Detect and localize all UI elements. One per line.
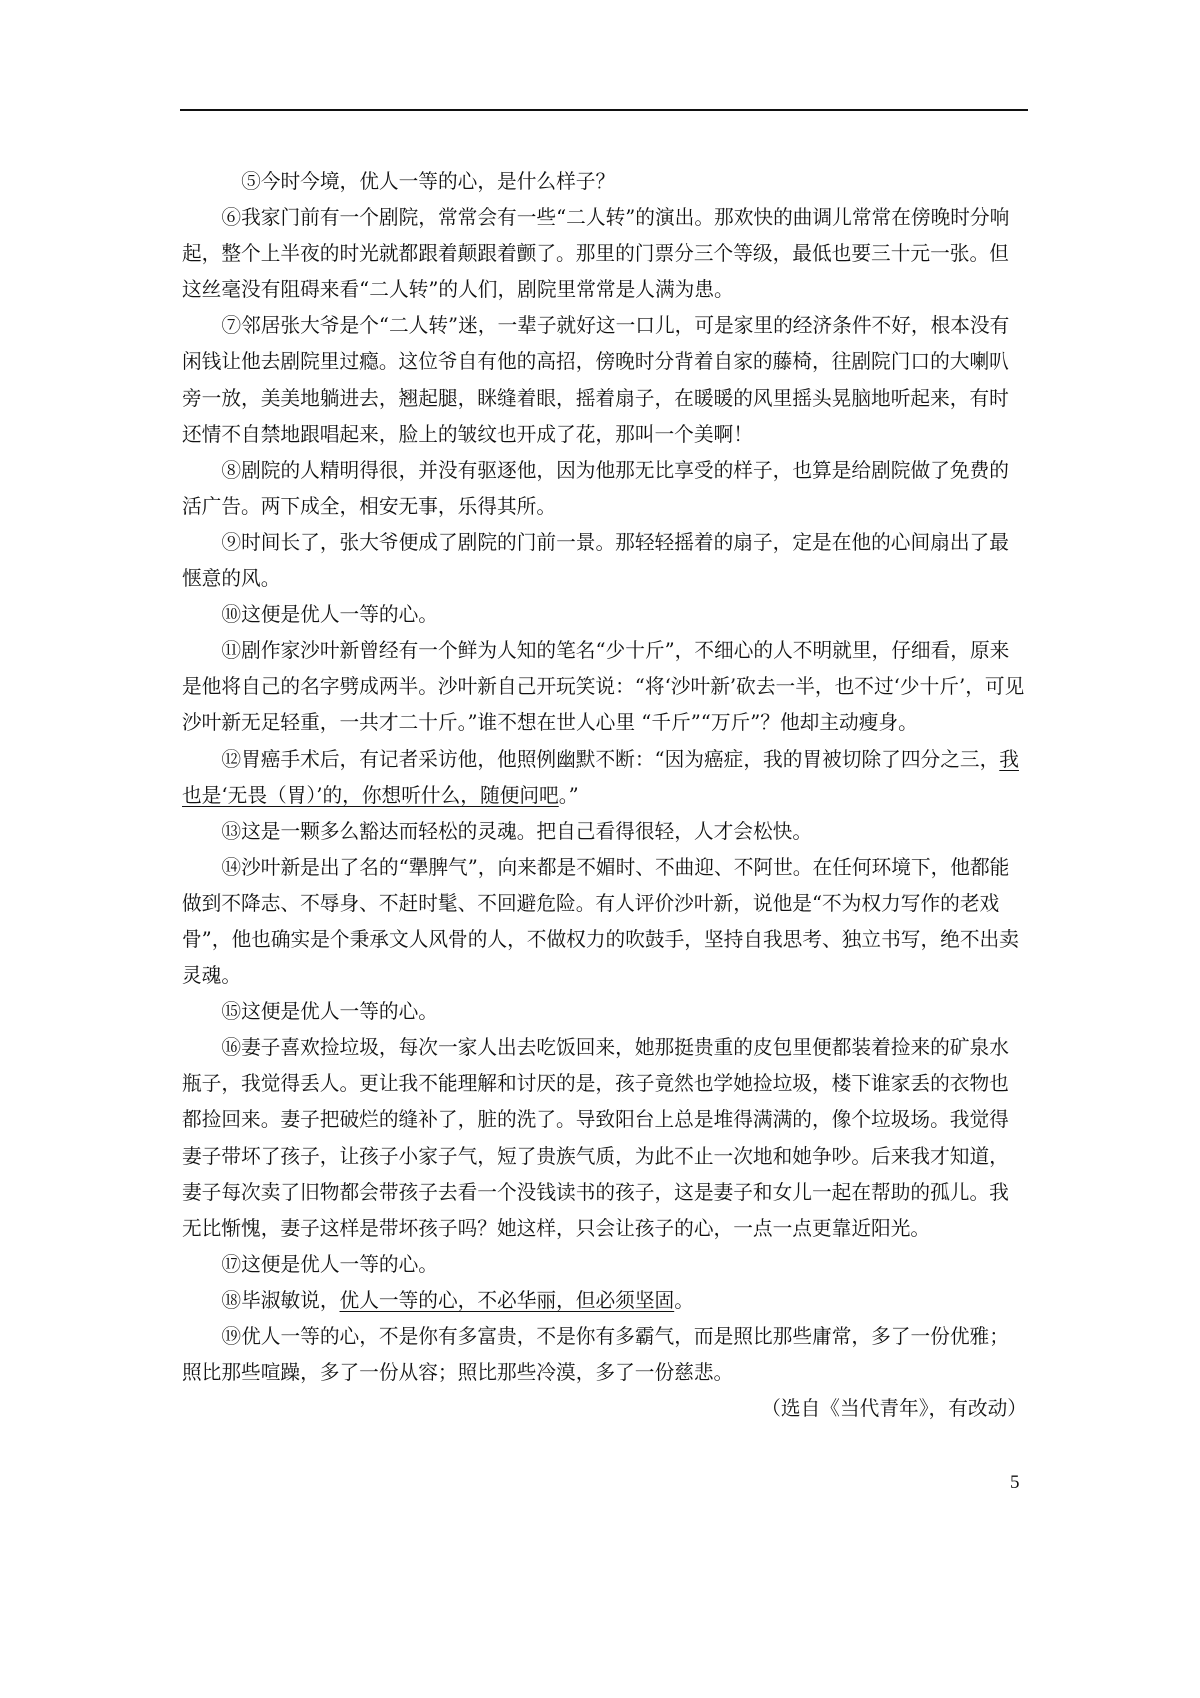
paragraph-9: ⑨时间长了，张大爷便成了剧院的门前一景。那轻轻摇着的扇子，定是在他的心间扇出了最惬意的风。: [182, 530, 1009, 591]
paragraph-7: ⑦邻居张大爷是个“二人转”迷，一辈子就好这一口儿，可是家里的经济条件不好，根本没有闲钱让他去剧院里过瘾。这位爷自有他的高招，傍晚时分背着自家的藤椅，往剧院门口的大喇叭旁一放，美美地躺进去，翘起腿，眯缝着眼，摇着扇子，在暖暖的风里摇头晃脑地听起来，有时还情不自禁地跟唱起来，脸上的皱纹也开成了花，那叫一个美啊！: [182, 314, 1010, 446]
paragraph-12-text: ⑫胃癌手术后，有记者采访他，他照例幽默不断：“因为癌症，我的胃被切除了四分之三，: [221, 747, 1000, 771]
article-body: [182, 164, 1027, 1427]
paragraph-12: [182, 742, 1027, 814]
paragraph-12-end: 。”: [558, 783, 579, 807]
paragraph-18-end: 。: [674, 1288, 694, 1312]
paragraph-6: ⑥我家门前有一个剧院，常常会有一些“二人转”的演出。那欢快的曲调儿常常在傍晚时分响起，整个上半夜的时光就都跟着颠跟着颤了。那里的门票分三个等级，最低也要三十元一张。但这丝毫没有阻碍来看“二人转”的人们，剧院里常常是人满为患。: [182, 206, 1010, 302]
source-note: （选自《当代青年》，有改动）: [761, 1397, 1027, 1421]
paragraph-18: [182, 1283, 1027, 1319]
underlined-sentence: 我也是‘无畏（胃）’的，你想听什么，随便问吧: [182, 747, 1019, 807]
paragraph-19: ⑲优人一等的心，不是你有多富贵，不是你有多霸气，而是照比那些庸常，多了一份优雅；照比那些喧躁，多了一份从容；照比那些冷漠，多了一份慈悲。: [182, 1325, 1009, 1385]
paragraph-18-text: ⑱毕淑敏说，: [221, 1288, 340, 1312]
paragraph-14: ⑭沙叶新是出了名的“犟脾气”，向来都是不媚时、不曲迎、不阿世。在任何环境下，他都能做到不降志、不辱身、不赶时髦、不回避危险。有人评价沙叶新，说他是“不为权力写作的老戏骨”，他也确实是个秉承文人风骨的人，不做权力的吹鼓手，坚持自我思考、独立书写，绝不出卖灵魂。: [182, 855, 1019, 988]
paragraph-17: ⑰这便是优人一等的心。: [221, 1252, 438, 1276]
paragraph-15: ⑮这便是优人一等的心。: [221, 1000, 438, 1024]
header-rule: [180, 109, 1028, 111]
paragraph-13: ⑬这是一颗多么豁达而轻松的灵魂。把自己看得很轻，人才会松快。: [221, 819, 813, 843]
underlined-quote: 优人一等的心，不必华丽，但必须坚固: [339, 1288, 675, 1312]
paragraph-5: ⑤今时今境，优人一等的心，是什么样子？: [241, 170, 616, 193]
paragraph-10: ⑩这便是优人一等的心。: [221, 603, 438, 627]
paragraph-8: ⑧剧院的人精明得很，并没有驱逐他，因为他那无比享受的样子，也算是给剧院做了免费的活广告。两下成全，相安无事，乐得其所。: [182, 458, 1009, 518]
paragraph-16: ⑯妻子喜欢捡垃圾，每次一家人出去吃饭回来，她那挺贵重的皮包里便都装着捡来的矿泉水瓶子，我觉得丢人。更让我不能理解和讨厌的是，孩子竟然也学她捡垃圾，楼下谁家丢的衣物也都捡回来。妻子把破烂的缝补了，脏的洗了。导致阳台上总是堆得满满的，像个垃圾场。我觉得妻子带坏了孩子，让孩子小家子气，短了贵族气质，为此不止一次地和她争吵。后来我才知道，妻子每次卖了旧物都会带孩子去看一个没钱读书的孩子，这是妻子和女儿一起在帮助的孤儿。我无比惭愧，妻子这样是带坏孩子吗？她这样，只会让孩子的心，一点一点更靠近阳光。: [182, 1036, 1009, 1240]
page-number: 5: [1010, 1472, 1020, 1493]
paragraph-11: ⑪剧作家沙叶新曾经有一个鲜为人知的笔名“少十斤”，不细心的人不明就里，仔细看，原来是他将自己的名字劈成两半。沙叶新自己开玩笑说：“将‘沙叶新’砍去一半，也不过‘少十斤’，可见沙叶新无足轻重，一共才二十斤。”谁不想在世人心里 “千斤”“万斤”？他却主动瘦身。: [182, 639, 1025, 735]
